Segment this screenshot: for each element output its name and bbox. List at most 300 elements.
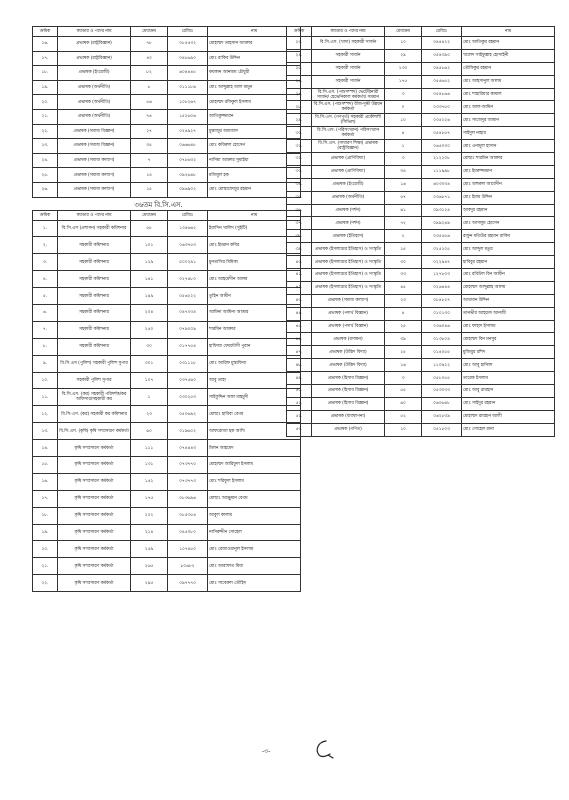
cell-name: মোঃ সাইদুর রহমান — [462, 397, 555, 410]
cell-reg: ০১৪০৫৫ — [422, 346, 462, 359]
cell-reg: ০৭৯০০৯ — [168, 321, 208, 338]
cell-serial: ৩৯. — [287, 243, 312, 256]
cell-serial: ৩৩. — [287, 165, 312, 178]
cell-post: প্রভাষক (রাষ্ট্রবিজ্ঞান) — [58, 51, 131, 66]
cell-post: প্রভাষক (সমাজ কল্যাণ) — [312, 294, 385, 307]
cell-name: মোহাম্মদ তাহসান আক্তার — [208, 37, 301, 52]
cell-post: সহকারী কমিশনার — [58, 338, 131, 355]
cell-reg: ০১০১৩০ — [422, 307, 462, 320]
table-row — [287, 165, 555, 178]
cell-name: ইয়াসিন খালিদ (সুইটি) — [208, 220, 301, 237]
cell-serial: ৫৩. — [287, 423, 312, 436]
cell-reg: ২১২২০৮ — [422, 153, 462, 166]
table-row — [33, 440, 301, 457]
cell-name: মোঃ রবিউল বিন আমীন — [462, 269, 555, 282]
cell-merit: ১ — [385, 140, 422, 153]
cell-merit: ১১১ — [131, 440, 168, 457]
cell-reg: ০১৩৮০৪ — [422, 333, 462, 346]
table-row — [287, 385, 555, 398]
cell-name: শারমিন আক্তার — [208, 321, 301, 338]
cell-name: মিলন আহমেদ — [208, 440, 301, 457]
cell-name: মোঃ ইমরান কবির — [208, 237, 301, 254]
cell-reg: ০৪৮৬৯০ — [168, 51, 208, 66]
cell-reg: ০২৬৪৪৪ — [422, 281, 462, 294]
cell-post: প্রভাষক (সমাজ কল্যাণ) — [58, 182, 131, 197]
header-post: ক্যাডার ও পদের নাম — [312, 27, 385, 37]
cell-post: প্রভাষক (ইসলামের ইতিহাস) ও সংস্কৃতি — [312, 269, 385, 282]
cell-post: সহকারী কমিশনার — [58, 254, 131, 271]
cell-merit: ৩ — [385, 153, 422, 166]
cell-merit: ১ — [131, 389, 168, 406]
header-reg: রেজিঃ — [422, 27, 462, 37]
cell-reg: ০৬২৮৩৯ — [422, 410, 462, 423]
cell-serial: ২২. — [33, 124, 58, 139]
cell-name: মোঃ আব্দুল্লাহ আল মামুন — [208, 80, 301, 95]
cell-post: প্রভাষক (ইসলামের ইতিহাস) ও সংস্কৃতি — [312, 281, 385, 294]
cell-post: সহকারী কমিশনার — [58, 271, 131, 288]
header-post: ক্যাডার ও পদের নাম — [58, 27, 131, 37]
table-row — [287, 294, 555, 307]
cell-merit: ৭ — [131, 153, 168, 168]
cell-reg: ০৬৬৬৪৮ — [168, 139, 208, 154]
table-row — [33, 109, 301, 124]
table-row — [287, 75, 555, 88]
cell-name: মোঃ ইমরুজ্জামান — [462, 165, 555, 178]
cell-merit: ৫৫ — [385, 385, 422, 398]
cell-post: প্রভাষক (ইসলামের ইতিহাস) ও সংস্কৃতি — [312, 243, 385, 256]
cell-name: মোহাম্মদ বিন মনসুর — [462, 333, 555, 346]
cell-serial: ৪৬. — [287, 333, 312, 346]
cell-reg: ০৩৫২২৬ — [422, 114, 462, 127]
cell-serial: ১৬. — [33, 473, 58, 490]
cell-serial: ৩৬. — [287, 204, 312, 217]
cell-merit: ৩৯ — [385, 333, 422, 346]
cell-serial: ১৭. — [33, 51, 58, 66]
table-row — [287, 243, 555, 256]
cell-reg: ০৩৫৫৫৬ — [422, 230, 462, 243]
cell-name: মোঃ আহসানুল আলম — [462, 75, 555, 88]
cell-name: মোঃ আহমেদীন আলম — [208, 271, 301, 288]
table-row — [287, 320, 555, 333]
cell-merit: ৩৫ — [131, 139, 168, 154]
cell-merit: ২৩ — [131, 406, 168, 423]
table-row — [33, 220, 301, 237]
table-row — [33, 558, 301, 575]
cell-merit: ৪০ — [131, 51, 168, 66]
cell-post: প্রভাষক (হিসাব বিজ্ঞান) — [312, 397, 385, 410]
cell-reg: ০৫৩০৩৩ — [422, 385, 462, 398]
cell-serial: ৩. — [33, 254, 58, 271]
cell-merit: ১৪৯ — [131, 288, 168, 305]
cell-merit: ৮ — [131, 80, 168, 95]
cell-serial: ৪০. — [287, 256, 312, 269]
cell-name: সাইফুদ্দিন আল মাহমুদী — [208, 389, 301, 406]
cell-serial: ৪৯. — [287, 372, 312, 385]
cell-post: কৃষি সম্প্রসারণ কর্মকর্তা — [58, 558, 131, 575]
cell-post: বি.সি.এস. (খাদ্য) সহকারী সার্জন — [312, 37, 385, 50]
cell-post: সহকারী কমিশনার — [58, 237, 131, 254]
cell-serial: ৪৮. — [287, 359, 312, 372]
cell-reg: ০৬৩৭৫৩ — [168, 237, 208, 254]
cell-serial: ৪৪. — [287, 307, 312, 320]
cell-serial: ১৫. — [33, 457, 58, 474]
cell-merit: ১৫২ — [131, 473, 168, 490]
cell-name: আবুল কালাম — [208, 507, 301, 524]
cell-serial: ২৫. — [287, 62, 312, 75]
cell-name: মোছাঃ আঞ্জুমান বেগম — [208, 490, 301, 507]
cell-post: কৃষি সম্প্রসারণ কর্মকর্তা — [58, 490, 131, 507]
cell-serial: ১৭. — [33, 490, 58, 507]
cell-reg: ০৯৭৭৭০ — [168, 575, 208, 592]
cell-reg: ০৪৭০৩৪ — [168, 304, 208, 321]
table-row — [287, 153, 555, 166]
cell-serial: ৪৭. — [287, 346, 312, 359]
header-name: নাম — [462, 27, 555, 37]
cell-serial: ২৩. — [33, 139, 58, 154]
cell-post: প্রভাষক (হিসাব বিজ্ঞান) — [312, 372, 385, 385]
cell-reg: ০৫৪৮৬৬ — [422, 88, 462, 101]
cell-reg: ১১০৯২২ — [422, 359, 462, 372]
cell-post: প্রভাষক (দর্শন) — [312, 217, 385, 230]
table-row — [33, 304, 301, 321]
cell-merit: ২৫ — [385, 320, 422, 333]
cell-serial: ৫১. — [287, 397, 312, 410]
cell-reg: ০২৪৯২৭ — [168, 124, 208, 139]
header-serial: ক্রমিক — [33, 27, 58, 37]
cell-merit: ২৫৯ — [131, 541, 168, 558]
cell-name: আমিনা আমিনা আত্তার — [208, 304, 301, 321]
cell-serial: ১১. — [33, 389, 58, 406]
cell-name: সাইদুল নাহার — [462, 127, 555, 140]
header-name: নাম — [208, 27, 301, 37]
cell-post: প্রভাষক (অর্থনীতি) — [58, 80, 131, 95]
cell-name: মোঃ জহুরুল আবেদীন — [462, 178, 555, 191]
cell-serial: ১৩. — [33, 423, 58, 440]
cell-serial: ১২. — [33, 406, 58, 423]
table-row — [287, 178, 555, 191]
cell-name: মোহাম্মদ রফিকুল ইসলাম — [208, 95, 301, 110]
cell-serial: ২. — [33, 237, 58, 254]
table-header — [33, 27, 301, 37]
cell-post: বি.সি.এস. (সাধারণ শিক্ষা) প্রভাষক (রাষ্ট্রবিজ্ঞান) — [312, 140, 385, 153]
table-row — [287, 281, 555, 294]
cell-post: বি.সি.এস (প্রশাসন) সহকারী কমিশনার — [58, 220, 131, 237]
cell-merit: ৫৬ — [131, 95, 168, 110]
cell-post: প্রভাষক (প্রাণিবিদ্যা) — [312, 153, 385, 166]
table-row — [33, 355, 301, 372]
table-row — [33, 51, 301, 66]
cell-merit: ৩০ — [131, 338, 168, 355]
cell-serial: ২৫. — [33, 168, 58, 183]
cell-serial: ১৬. — [33, 37, 58, 52]
cell-name: মোঃ আতিকুর রহমান — [462, 37, 555, 50]
cell-name: মোঃ ফাহাদ ইসলাম — [462, 320, 555, 333]
table-row — [33, 372, 301, 389]
cell-post: প্রভাষক (সমাজ বিজ্ঞান) — [58, 124, 131, 139]
cell-name: আবদুর রহমান — [462, 204, 555, 217]
section-title: ৩৬তম বি.সি.এস. — [134, 200, 183, 209]
table-row — [287, 37, 555, 50]
cell-name: আতমান উদ্দিন — [462, 294, 555, 307]
cell-serial: ৫. — [33, 288, 58, 305]
cell-reg: ০৫৫৬৫২ — [422, 75, 462, 88]
cell-name: মোঃ আবু হানিফা — [462, 359, 555, 372]
cell-name: নাসিরুদ্দীন সোহেল — [208, 524, 301, 541]
table-row — [33, 507, 301, 524]
table-row — [33, 66, 301, 81]
cell-reg: ১২৭৮০৩ — [422, 269, 462, 282]
cell-reg: ০৭৮৬৩২ — [168, 153, 208, 168]
cell-post: প্রভাষক (ইংরেজী) — [58, 66, 131, 81]
cell-name: আতিকুজ্জামান — [208, 109, 301, 124]
cell-serial: ১. — [33, 220, 58, 237]
cell-name: মোঃ আব্দুল মতুর — [462, 243, 555, 256]
cell-serial: ৯. — [33, 355, 58, 372]
table-lower-left — [32, 210, 301, 593]
cell-post: বি.সি.এস. (কর) সহকারী কর কমিশনার — [58, 406, 131, 423]
cell-name: মোহাম্মদ রায়হান আলী — [462, 410, 555, 423]
cell-serial: ২১. — [33, 109, 58, 124]
cell-reg: ১৩৫৬৬২ — [168, 220, 208, 237]
cell-serial: ৫২. — [287, 410, 312, 423]
cell-name: মুন্তাজুর আমজাদ — [208, 124, 301, 139]
cell-reg: ০৪৪৪২২ — [422, 37, 462, 50]
cell-reg: ০৩৬০৪৬ — [422, 320, 462, 333]
table-row — [287, 88, 555, 101]
cell-merit: ১৬ — [385, 359, 422, 372]
cell-name: তৌফিকুর রহমান — [462, 62, 555, 75]
cell-reg: ০৬৫০৩০ — [422, 140, 462, 153]
table-row — [33, 575, 301, 592]
cell-serial: ৭. — [33, 321, 58, 338]
cell-serial: ৬. — [33, 304, 58, 321]
cell-merit: ৬০ — [131, 423, 168, 440]
left-column — [32, 26, 285, 592]
cell-post: প্রভাষক (পদার্থ বিজ্ঞান) — [312, 307, 385, 320]
cell-post: প্রভাষক (সমাজ বিজ্ঞান) — [58, 139, 131, 154]
cell-serial: ৩৫. — [287, 191, 312, 204]
cell-merit: ৭২ — [385, 217, 422, 230]
cell-merit: ১০ — [385, 423, 422, 436]
table-row — [287, 230, 555, 243]
cell-reg: ০৮৫৫৩২ — [168, 37, 208, 52]
cell-merit: ১৩১ — [131, 457, 168, 474]
cell-reg: ০৯৩১২৪ — [422, 204, 462, 217]
cell-name: মোঃ সোহেল রানা — [462, 423, 555, 436]
cell-name: মোঃ মোস্তাফেজুর রহমান — [208, 182, 301, 197]
cell-post: কৃষি সম্প্রসারণ কর্মকর্তা — [58, 524, 131, 541]
cell-serial: ৫০. — [287, 385, 312, 398]
right-column — [286, 26, 539, 437]
cell-name: মোঃ সাজেদুর জামান — [462, 114, 555, 127]
cell-merit: ১৪১ — [131, 271, 168, 288]
cell-name: মোছাঃ শারমিন আক্তার — [462, 153, 555, 166]
cell-merit: ১২৯ — [131, 254, 168, 271]
table-row — [287, 127, 555, 140]
cell-reg: ০৮৩৬৯৬ — [168, 490, 208, 507]
cell-name: হাফিজা ফেরদৌসী পুরান — [208, 338, 301, 355]
cell-serial: ২৬. — [33, 182, 58, 197]
cell-serial: ৩২. — [287, 153, 312, 166]
cell-name: মোঃ সাবেরুল তৌহিদ — [208, 575, 301, 592]
cell-reg: ১৫২৬০৬ — [168, 109, 208, 124]
header-merit: মেধাক্রম — [385, 27, 422, 37]
cell-post: প্রভাষক (রসায়ন) — [312, 333, 385, 346]
cell-merit: ২৩ — [385, 294, 422, 307]
cell-name: মোহাম্মদ আব্দুল্লাহ আলম — [462, 281, 555, 294]
cell-name: মোঃ আরাফাত মিয়া — [208, 558, 301, 575]
table-row — [287, 359, 555, 372]
cell-post: প্রভাষক (পদার্থ বিজ্ঞান) — [312, 320, 385, 333]
cell-name: খালেদ সাইফুল্লাহ হোসাইনী — [462, 49, 555, 62]
cell-reg: ০৩৭৫৬০ — [168, 372, 208, 389]
cell-serial: ৪৫. — [287, 320, 312, 333]
cell-merit: ১০ — [385, 37, 422, 50]
cell-reg: ০৪৫০৮০ — [168, 524, 208, 541]
cell-serial: ৩৮. — [287, 230, 312, 243]
cell-post: বি.সি.এস (পুলিশ) সহকারী পুলিশ সুপার — [58, 355, 131, 372]
cell-serial: ১৪. — [33, 440, 58, 457]
cell-merit: ০ — [385, 101, 422, 114]
table-row — [33, 389, 301, 406]
cell-reg: ০৭৩৭৭৩ — [168, 473, 208, 490]
cell-name: মোঃ রাকিব উদ্দিন — [208, 51, 301, 66]
cell-serial: ৪১. — [287, 269, 312, 282]
cell-post: প্রভাষক (অর্থনীতি) — [58, 109, 131, 124]
cell-merit: ৫২ — [385, 410, 422, 423]
table-row — [33, 271, 301, 288]
cell-reg: ০৫৮০৫৫ — [422, 372, 462, 385]
table-row — [287, 307, 555, 320]
cell-merit: ১৭৫ — [385, 75, 422, 88]
cell-merit: ১৫ — [385, 243, 422, 256]
cell-name: আফরোজা হক আখি — [208, 423, 301, 440]
cell-serial: ২৮. — [287, 101, 312, 114]
cell-name: তারেক ইসলাম — [462, 372, 555, 385]
cell-serial: ২৭. — [287, 88, 312, 101]
cell-name: রাফুন মতিউর রহমান রাকিব — [462, 230, 555, 243]
header-merit: মেধাক্রম — [131, 27, 168, 37]
cell-reg: ০৯২৬৪৮ — [168, 168, 208, 183]
cell-reg: ১০৮২৬৭ — [168, 95, 208, 110]
cell-merit: ১৫ — [131, 182, 168, 197]
cell-serial: ৩১. — [287, 140, 312, 153]
cell-reg: ১১১৯৯৮ — [422, 165, 462, 178]
cell-merit: ১০১ — [131, 237, 168, 254]
cell-name: হাবিবুর রহমান — [462, 256, 555, 269]
table-row — [287, 217, 555, 230]
cell-serial: ১০. — [33, 372, 58, 389]
cell-reg: ০১৯৬০২ — [168, 423, 208, 440]
cell-merit: ৫৭ — [385, 191, 422, 204]
cell-post: কৃষি সম্প্রসারণ কর্মকর্তা — [58, 457, 131, 474]
cell-merit: ২৫ — [385, 346, 422, 359]
cell-reg: ৬০৪৪৪৫ — [168, 66, 208, 81]
header-serial: ক্রমিক — [287, 27, 312, 37]
cell-reg: ০১১১৮৯ — [168, 80, 208, 95]
cell-name: মুজিবুর রশিদ — [462, 346, 555, 359]
cell-name: মোঃ রেজাওয়ানুল ইসলাম — [208, 541, 301, 558]
cell-merit: ৬১ — [385, 204, 422, 217]
table-row — [33, 473, 301, 490]
table-row — [287, 191, 555, 204]
cell-post: সহকারী কমিশনার — [58, 288, 131, 305]
cell-reg: ০১৭৭৫৪ — [168, 338, 208, 355]
table-row — [287, 140, 555, 153]
table-row — [287, 49, 555, 62]
cell-serial: ৪. — [33, 271, 58, 288]
cell-post: বি.সি.এস. (গণপূর্ত) সহকারী প্রকৌশলী (সিভিল) — [312, 114, 385, 127]
header-merit: মেধাক্রম — [131, 210, 168, 220]
cell-merit: ৭৮ — [131, 37, 168, 52]
cell-merit: ১৬ — [385, 178, 422, 191]
cell-name: নাসিমা আক্তার সুমাইয়া — [208, 153, 301, 168]
table-row — [287, 256, 555, 269]
cell-name: মোঃ আসলুম হোসেন — [462, 217, 555, 230]
table-row — [33, 338, 301, 355]
cell-serial: ২৬. — [287, 75, 312, 88]
cell-post: বি.সি.এস. (কৃষি) কৃষি সম্প্রসারণ কর্মকর্তা — [58, 423, 131, 440]
cell-serial: ২০. — [33, 541, 58, 558]
cell-serial: ১৯. — [33, 80, 58, 95]
cell-post: সহকারী সার্জন — [312, 49, 385, 62]
cell-serial: ৩৪. — [287, 178, 312, 191]
cell-merit: ২১৪ — [131, 524, 168, 541]
table-row — [287, 101, 555, 114]
cell-post: প্রভাষক (অর্থনীতি) — [312, 191, 385, 204]
cell-serial: ২১. — [33, 558, 58, 575]
cell-post: কৃষি সম্প্রসারণ কর্মকর্তা — [58, 541, 131, 558]
cell-serial: ৮. — [33, 338, 58, 355]
cell-name: মজিবুল হক — [208, 168, 301, 183]
cell-reg: ০৬০৬৪৮ — [422, 397, 462, 410]
cell-merit: ১৪ — [131, 168, 168, 183]
cell-merit: ২৯৫ — [131, 575, 168, 592]
cell-post: প্রভাষক (উদ্ভিদ বিদ্যা) — [312, 346, 385, 359]
cell-name: মোঃ শরিফুল ইসলাম — [208, 473, 301, 490]
cell-reg: ০২৫২০৫ — [422, 243, 462, 256]
cell-reg: ০৪৫৮৬২ — [422, 62, 462, 75]
cell-merit: ১০ — [385, 114, 422, 127]
table-row — [33, 182, 301, 197]
table-row — [33, 288, 301, 305]
header-post: ক্যাডার ও পদের নাম — [58, 210, 131, 220]
table-row — [287, 346, 555, 359]
table-header — [287, 27, 555, 37]
table-row — [287, 62, 555, 75]
table-row — [33, 153, 301, 168]
table-row — [287, 114, 555, 127]
cell-reg: ৬০৩০৩৪ — [422, 178, 462, 191]
cell-merit: ৮২ — [131, 66, 168, 81]
cell-post: কৃষি সম্প্রসারণ কর্মকর্তা — [58, 507, 131, 524]
cell-serial: ১৮. — [33, 507, 58, 524]
cell-merit: ৭৪ — [131, 109, 168, 124]
cell-merit: ২০৪ — [131, 304, 168, 321]
cell-merit: ২৯ — [385, 49, 422, 62]
table-row — [33, 524, 301, 541]
cell-merit: ৩ — [385, 88, 422, 101]
cell-post: বি.সি.এস. (পরিসংখ্যান) পরিসংখ্যান কর্মকর্তা — [312, 127, 385, 140]
cell-post: প্রভাষক (ইসলামের ইতিহাস) ও সংস্কৃতি — [312, 256, 385, 269]
page-number: -৩- — [262, 748, 271, 755]
cell-merit: ৩ — [385, 372, 422, 385]
table-row — [33, 237, 301, 254]
cell-serial: ২৯. — [287, 114, 312, 127]
table-row — [287, 397, 555, 410]
cell-merit: ১০৭ — [131, 372, 168, 389]
cell-post: কৃষি সম্প্রসারণ কর্মকর্তা — [58, 473, 131, 490]
